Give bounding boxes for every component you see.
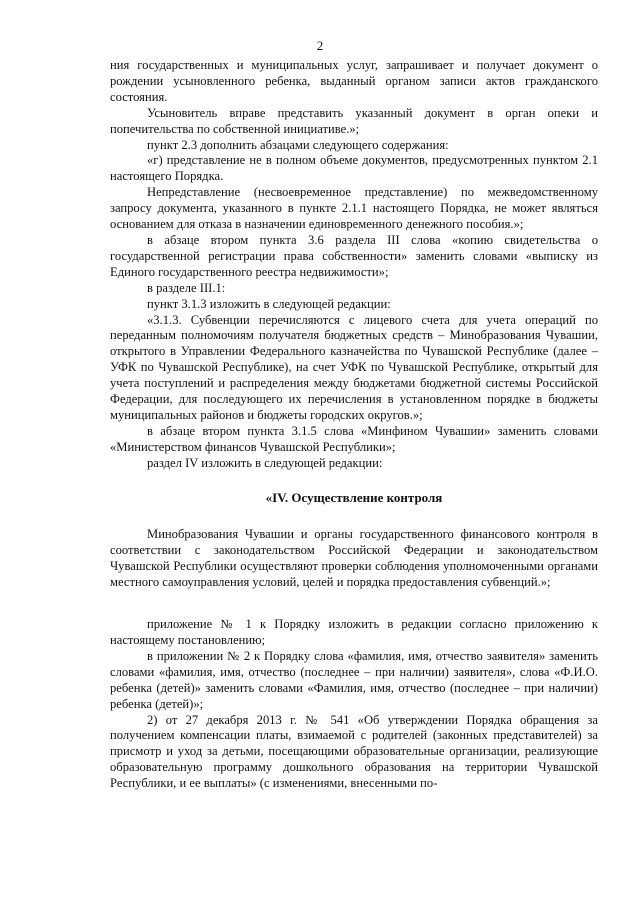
paragraph: Непредставление (несвоевременное представление) по межведомственному запросу документа, указанного в пункте 2.1.1 настоящего Порядка, не может являться основанием для отказа в назначении единовременного денежного пособия.»;	[110, 185, 598, 232]
paragraph: в разделе III.1:	[147, 280, 226, 295]
paragraph: в абзаце втором пункта 3.6 раздела III слова «копию свидетельства о государственной регистрации права собственности» заменить словами «выписку из Единого государственного реестра недвижимости»;	[110, 232, 598, 279]
paragraph: «г) представление не в полном объеме документов, предусмотренных пунктом 2.1 настоящего Порядка.	[110, 153, 598, 184]
section-heading: «IV. Осуществление контроля	[265, 489, 443, 505]
paragraph: пункт 3.1.3 изложить в следующей редакции:	[147, 296, 391, 311]
paragraph: «3.1.3. Субвенции перечисляются с лицевого счета для учета операций по переданным полномочиям получателя бюджетных средств – Минобразования Чувашии, открытого в Управлении Федерального казначейства по Чувашской Республике (далее – УФК по Чувашской Республике), на счет УФК по Чувашской Республике, открытый для учета поступлений и распределения между бюджетами бюджетной системы Российской Федерации, для последующего их перечисления в установленном порядке в бюджеты муниципальных районов и бюджеты городских округов.»;	[110, 312, 598, 422]
page-number: 2	[316, 38, 324, 53]
paragraph: в абзаце втором пункта 3.1.5 слова «Минфином Чувашии» заменить словами «Министерством финансов Чувашской Республики»;	[110, 423, 598, 454]
paragraph: 2) от 27 декабря 2013 г. № 541 «Об утверждении Порядка обращения за получением компенсации платы, взимаемой с родителей (законных представителей) за присмотр и уход за детьми, посещающими образовательные организации, реализующие образовательную программу дошкольного образования на территории Чувашской Республики, и ее выплаты» (с изменениями, внесенными по-	[110, 712, 598, 791]
paragraph: приложение № 1 к Порядку изложить в редакции согласно приложению к настоящему постановлению;	[110, 617, 598, 647]
paragraph: Усыновитель вправе представить указанный документ в орган опеки и попечительства по собственной инициативе.»;	[110, 105, 598, 136]
document-body	[110, 58, 598, 792]
paragraph: в приложении № 2 к Порядку слова «фамилия, имя, отчество заявителя» заменить словами «фамилия, имя, отчество (последнее – при наличии) заявителя», слова «Ф.И.О. ребенка (детей)» заменить словами «Фамилия, имя, отчество (последнее – при наличии) ребенка (детей)»;	[110, 648, 598, 711]
paragraph: Минобразования Чувашии и органы государственного финансового контроля в соответствии с законодательством Российской Федерации и законодательством Чувашской Республики осуществляют проверки соблюдения уполномоченными органами местного самоуправления условий, целей и порядка предоставления субвенций.»;	[110, 527, 598, 590]
paragraph-continuation: ния государственных и муниципальных услуг, запрашивает и получает документ о рождении усыновленного ребенка, выданный органом записи актов гражданского состояния.	[110, 58, 598, 104]
paragraph: пункт 2.3 дополнить абзацами следующего содержания:	[147, 137, 449, 152]
paragraph: раздел IV изложить в следующей редакции:	[147, 455, 383, 470]
